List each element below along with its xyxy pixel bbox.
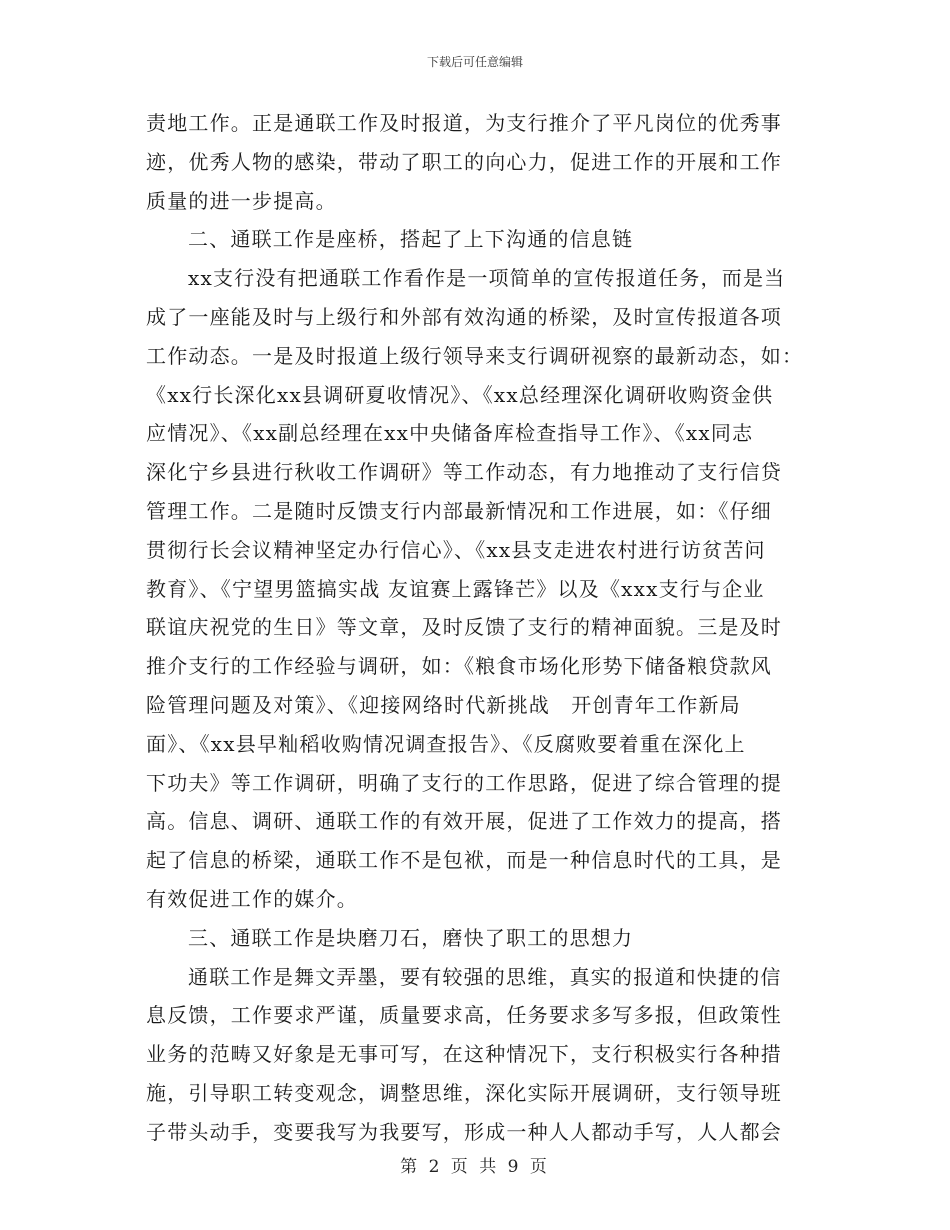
text-line: 《xx行长深化xx县调研夏收情况》、《xx总经理深化调研收购资金供 — [146, 382, 774, 407]
text-line: 教育》、《宁望男篮搞实战 友谊赛上露锋芒》以及《xxx支行与企业 — [146, 576, 765, 601]
text-line: 迹，优秀人物的感染，带动了职工的向心力，促进工作的开展和工作 — [146, 149, 782, 174]
header-note: 下载后可任意编辑 — [426, 55, 523, 69]
text-line: 施，引导职工转变观念，调整思维，深化实际开展调研，支行领导班 — [146, 1080, 782, 1105]
text-line: 下功夫》等工作调研，明确了支行的工作思路，促进了综合管理的提 — [146, 770, 782, 795]
document-body — [146, 104, 810, 1152]
text-line: 有效促进工作的媒介。 — [146, 886, 358, 911]
text-line: 联谊庆祝党的生日》等文章，及时反馈了支行的精神面貌。三是及时 — [146, 615, 782, 640]
text-line: 高。信息、调研、通联工作的有效开展，促进了工作效力的提高，搭 — [146, 809, 782, 834]
section-heading: 三、通联工作是块磨刀石，磨快了职工的思想力 — [188, 925, 634, 950]
text-line: 成了一座能及时与上级行和外部有效沟通的桥梁，及时宣传报道各项 — [146, 304, 782, 329]
text-line: 管理工作。二是随时反馈支行内部最新情况和工作进展，如：《仔细 — [146, 498, 772, 523]
text-line: 推介支行的工作经验与调研，如：《粮食市场化形势下储备粮贷款风 — [146, 654, 772, 679]
text-line: xx支行没有把通联工作看作是一项简单的宣传报道任务，而是当 — [188, 266, 786, 291]
text-line: 起了信息的桥梁，通联工作不是包袱，而是一种信息时代的工具，是 — [146, 848, 782, 873]
text-line: 子带头动手，变要我写为我要写，形成一种人人都动手写，人人都会 — [146, 1119, 782, 1144]
text-line: 深化宁乡县进行秋收工作调研》等工作动态，有力地推动了支行信贷 — [146, 460, 782, 485]
text-line: 险管理问题及对策》、《迎接网络时代新挑战 开创青年工作新局 — [146, 692, 741, 717]
text-line: 通联工作是舞文弄墨，要有较强的思维，真实的报道和快捷的信 — [188, 964, 782, 989]
text-line: 业务的范畴又好象是无事可写，在这种情况下，支行积极实行各种措 — [146, 1042, 782, 1067]
text-line: 贯彻行长会议精神坚定办行信心》、《xx县支走进农村进行访贫苦问 — [146, 537, 766, 562]
text-line: 责地工作。正是通联工作及时报道，为支行推介了平凡岗位的优秀事 — [146, 111, 782, 135]
text-line: 息反馈，工作要求严谨，质量要求高，任务要求多写多报，但政策性 — [146, 1003, 782, 1028]
text-line: 工作动态。一是及时报道上级行领导来支行调研视察的最新动态，如： — [146, 343, 804, 368]
text-line: 应情况》、《xx副总经理在xx中央储备库检查指导工作》、《xx同志 — [146, 421, 754, 446]
page-number: 第 2 页 共 9 页 — [400, 1157, 550, 1177]
section-heading: 二、通联工作是座桥，搭起了上下沟通的信息链 — [188, 227, 634, 252]
text-line: 质量的进一步提高。 — [146, 188, 337, 213]
text-line: 面》、《xx县早籼稻收购情况调查报告》、《反腐败要着重在深化上 — [146, 731, 746, 756]
